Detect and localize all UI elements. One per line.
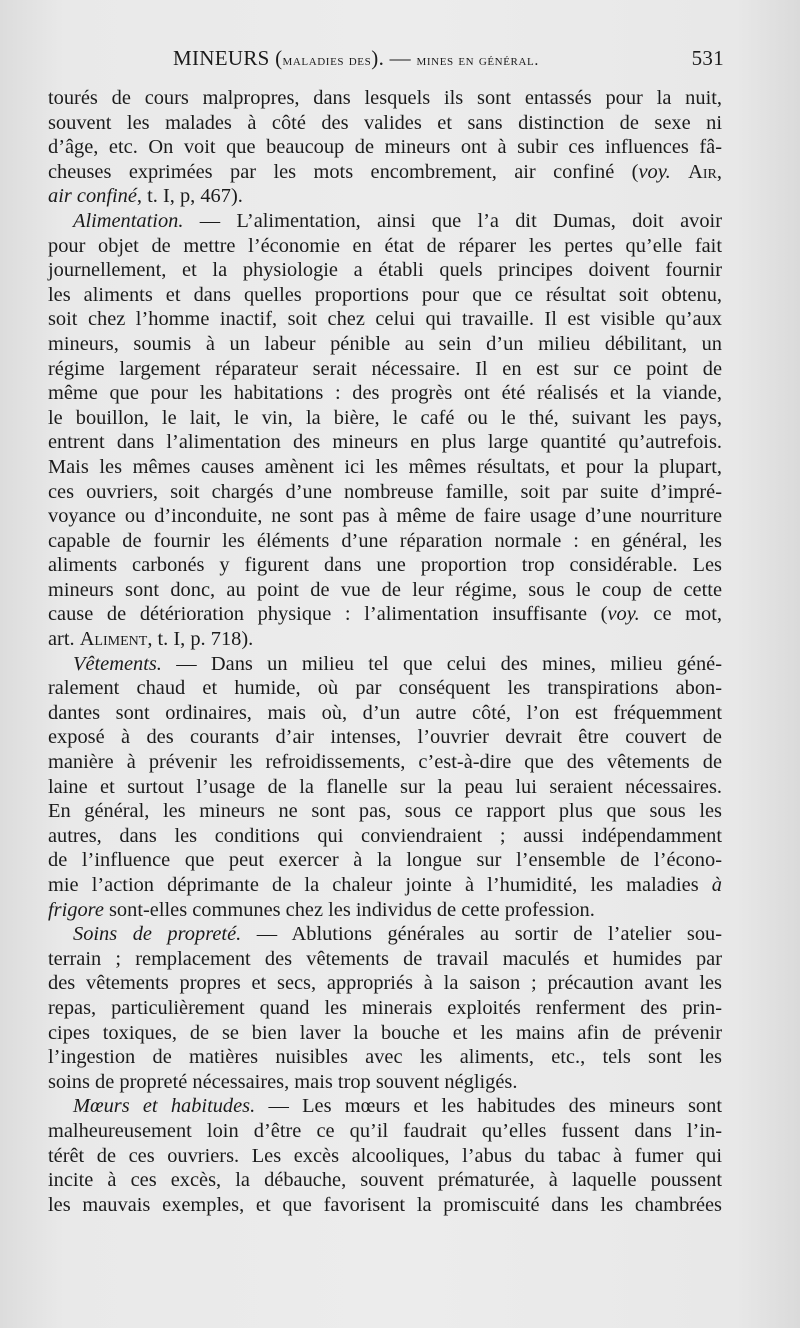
text-line: [48, 750, 722, 775]
section-heading-moeurs: Mœurs et habitudes.: [73, 1095, 256, 1118]
text-segment: cause de détérioration physique : l’alimentation insuffisante (: [48, 603, 608, 626]
text-line: [48, 1119, 722, 1144]
text-segment: entrent dans l’alimentation des mineurs en plus large quantité qu’autrefois.: [48, 431, 722, 454]
text-line: [48, 1144, 722, 1169]
text-segment: cipes toxiques, de se bien laver la bouche et les mains afin de prévenir: [48, 1021, 722, 1044]
text-line: [48, 1070, 722, 1095]
text-segment-italic: air confiné: [48, 185, 137, 208]
text-segment: mineurs, soumis à un labeur pénible au sein d’un milieu débilitant, un: [48, 332, 722, 355]
text-segment: voyance ou d’inconduite, ne sont pas à même de faire usage d’une nourriture: [48, 505, 722, 528]
text-line: [48, 357, 722, 382]
text-segment-italic: voy.: [638, 160, 671, 183]
text-segment: ,: [716, 160, 722, 183]
text-line: [48, 627, 722, 652]
text-line: [48, 947, 722, 972]
text-line: [48, 430, 722, 455]
text-segment: des vêtements propres et secs, appropriés à la saison ; précaution avant les: [48, 972, 722, 995]
text-segment: aliments carbonés y figurent dans une proportion trop considérable. Les: [48, 554, 722, 577]
text-line: [48, 725, 722, 750]
text-line: [48, 971, 722, 996]
text-segment: pour objet de mettre l’économie en état de réparer les pertes qu’elle fait: [48, 234, 722, 257]
text-segment: laine et surtout l’usage de la flanelle sur la peau lui seraient nécessaires.: [48, 775, 722, 798]
section-heading-vetements: Vêtements.: [73, 652, 162, 675]
text-segment-italic: voy.: [607, 603, 640, 626]
text-line: [48, 848, 722, 873]
text-line: [48, 381, 722, 406]
text-line: [48, 406, 722, 431]
text-segment: — Les mœurs et les habitudes des mineurs sont: [255, 1095, 722, 1118]
paragraph-heading-line: [48, 1094, 722, 1119]
text-segment: malheureusement loin d’être ce qu’il faudrait qu’elles fussent dans l’in-: [48, 1119, 722, 1142]
text-line: [48, 283, 722, 308]
text-line: [48, 1021, 722, 1046]
text-segment: terrain ; remplacement des vêtements de travail maculés et humides par: [48, 947, 722, 970]
text-segment: d’âge, etc. On voit que beaucoup de mineurs ont à subir ces influences fâ-: [48, 136, 722, 159]
section-heading-soins: Soins de propreté.: [73, 923, 242, 946]
text-segment: — Dans un milieu tel que celui des mines, milieu géné-: [161, 652, 722, 675]
text-segment: art.: [48, 628, 80, 651]
text-line: [48, 799, 722, 824]
text-segment: ce mot,: [639, 603, 722, 626]
text-segment: sont-elles communes chez les individus de cette profession.: [103, 898, 595, 921]
text-segment: — Ablutions générales au sortir de l’atelier sou-: [241, 923, 722, 946]
text-line: [48, 529, 722, 554]
text-segment: journellement, et la physiologie a établi quels principes doivent fournir: [48, 259, 722, 282]
text-segment: dantes sont ordinaires, mais où, d’un autre côté, l’on est fréquemment: [48, 701, 722, 724]
text-segment: cheuses exprimées par les mots encombrement, air confiné (: [48, 160, 639, 183]
text-segment: manière à prévenir les refroidissements, c’est-à-dire que des vêtements de: [48, 751, 722, 774]
text-segment: , t. I, p, 467).: [136, 185, 243, 208]
text-line: [48, 86, 722, 111]
text-line: [48, 258, 722, 283]
text-segment-italic: à: [711, 874, 722, 896]
text-segment-smallcaps: Aliment: [79, 628, 148, 651]
text-line: [48, 553, 722, 578]
page-number: 531: [691, 46, 724, 70]
text-segment: incite à ces excès, la débauche, souvent prématurée, à laquelle poussent: [48, 1169, 722, 1192]
running-header: [48, 46, 724, 76]
text-segment: les aliments et dans quelles proportions pour que ce résultat soit obtenu,: [48, 283, 722, 306]
text-segment: , t. I, p. 718).: [147, 628, 254, 651]
text-segment: ces ouvriers, soit chargés d’une nombreuse famille, soit par suite d’impré-: [48, 480, 722, 503]
text-line: [48, 160, 722, 185]
text-segment: En général, les mineurs ne sont pas, sous ce rapport plus que sous les: [48, 800, 722, 823]
text-segment: même que pour les habitations : des progrès ont été réalisés et la viande,: [48, 382, 722, 405]
text-segment: régime largement réparateur serait nécessaire. Il en est sur ce point de: [48, 357, 722, 380]
text-line: [48, 135, 722, 160]
text-line: [48, 824, 722, 849]
text-segment: souvent les malades à côté des valides et sans distinction de sexe ni: [48, 111, 722, 134]
text-segment: capable de fournir les éléments d’une réparation normale : en général, les: [48, 529, 722, 552]
text-line: [48, 504, 722, 529]
body-text: [48, 86, 722, 1217]
text-segment: [671, 161, 688, 183]
text-line: [48, 898, 722, 923]
text-segment: autres, dans les conditions qui conviendraient ; aussi indépendamment: [48, 824, 722, 847]
text-segment: térêt de ces ouvriers. Les excès alcooliques, l’abus du tabac à fumer qui: [48, 1144, 722, 1167]
text-segment: — L’alimentation, ainsi que l’a dit Dumas, doit avoir: [183, 209, 722, 232]
text-line: [48, 873, 722, 898]
text-line: [48, 996, 722, 1021]
section-heading-alimentation: Alimentation.: [73, 209, 184, 232]
text-segment: de l’influence que peut exercer à la longue sur l’ensemble de l’écono-: [48, 849, 722, 872]
text-line: [48, 307, 722, 332]
text-line: [48, 184, 722, 209]
text-segment: soins de propreté nécessaires, mais trop souvent négligés.: [48, 1070, 518, 1093]
text-line: [48, 1045, 722, 1070]
running-title-part1: MINEURS (: [173, 46, 283, 70]
running-title: [173, 46, 539, 71]
paragraph-heading-line: [48, 652, 722, 677]
text-segment: tourés de cours malpropres, dans lesquels ils sont entassés pour la nuit,: [48, 87, 722, 109]
text-segment-italic: frigore: [48, 898, 104, 921]
paragraph-heading-line: [48, 209, 722, 234]
text-line: [48, 455, 722, 480]
text-line: [48, 332, 722, 357]
text-segment: repas, particulièrement quand les minerais exploités renferment des prin-: [48, 996, 722, 1019]
text-segment: soit chez l’homme inactif, soit chez celui qui travaille. Il est visible qu’aux: [48, 308, 722, 331]
text-line: [48, 111, 722, 136]
running-title-part2: maladies des: [282, 52, 372, 69]
text-line: [48, 1193, 722, 1218]
text-segment: mie l’action déprimante de la chaleur jointe à l’humidité, les maladies: [48, 874, 712, 896]
text-segment: mineurs sont donc, au point de vue de leur régime, sous le coup de cette: [48, 578, 722, 601]
text-segment: le bouillon, le lait, le vin, la bière, le café ou le thé, suivant les pays,: [48, 406, 722, 429]
text-segment-smallcaps: Air: [688, 160, 717, 183]
running-title-part3: ). —: [371, 46, 417, 70]
text-segment: les mauvais exemples, et que favorisent la promiscuité dans les chambrées: [48, 1193, 722, 1216]
text-line: [48, 578, 722, 603]
running-title-part4: mines en général.: [416, 52, 539, 69]
text-line: [48, 234, 722, 259]
text-line: [48, 1168, 722, 1193]
text-line: [48, 701, 722, 726]
text-segment: ralement chaud et humide, où par conséquent les transpirations abon-: [48, 677, 722, 700]
text-line: [48, 602, 722, 627]
text-segment: l’ingestion de matières nuisibles avec les aliments, etc., tels sont les: [48, 1046, 722, 1069]
text-segment: Mais les mêmes causes amènent ici les mêmes résultats, et pour la plupart,: [48, 455, 722, 478]
paragraph-heading-line: [48, 922, 722, 947]
text-line: [48, 775, 722, 800]
text-line: [48, 676, 722, 701]
text-line: [48, 480, 722, 505]
text-segment: exposé à des courants d’air intenses, l’ouvrier devrait être couvert de: [48, 726, 722, 749]
